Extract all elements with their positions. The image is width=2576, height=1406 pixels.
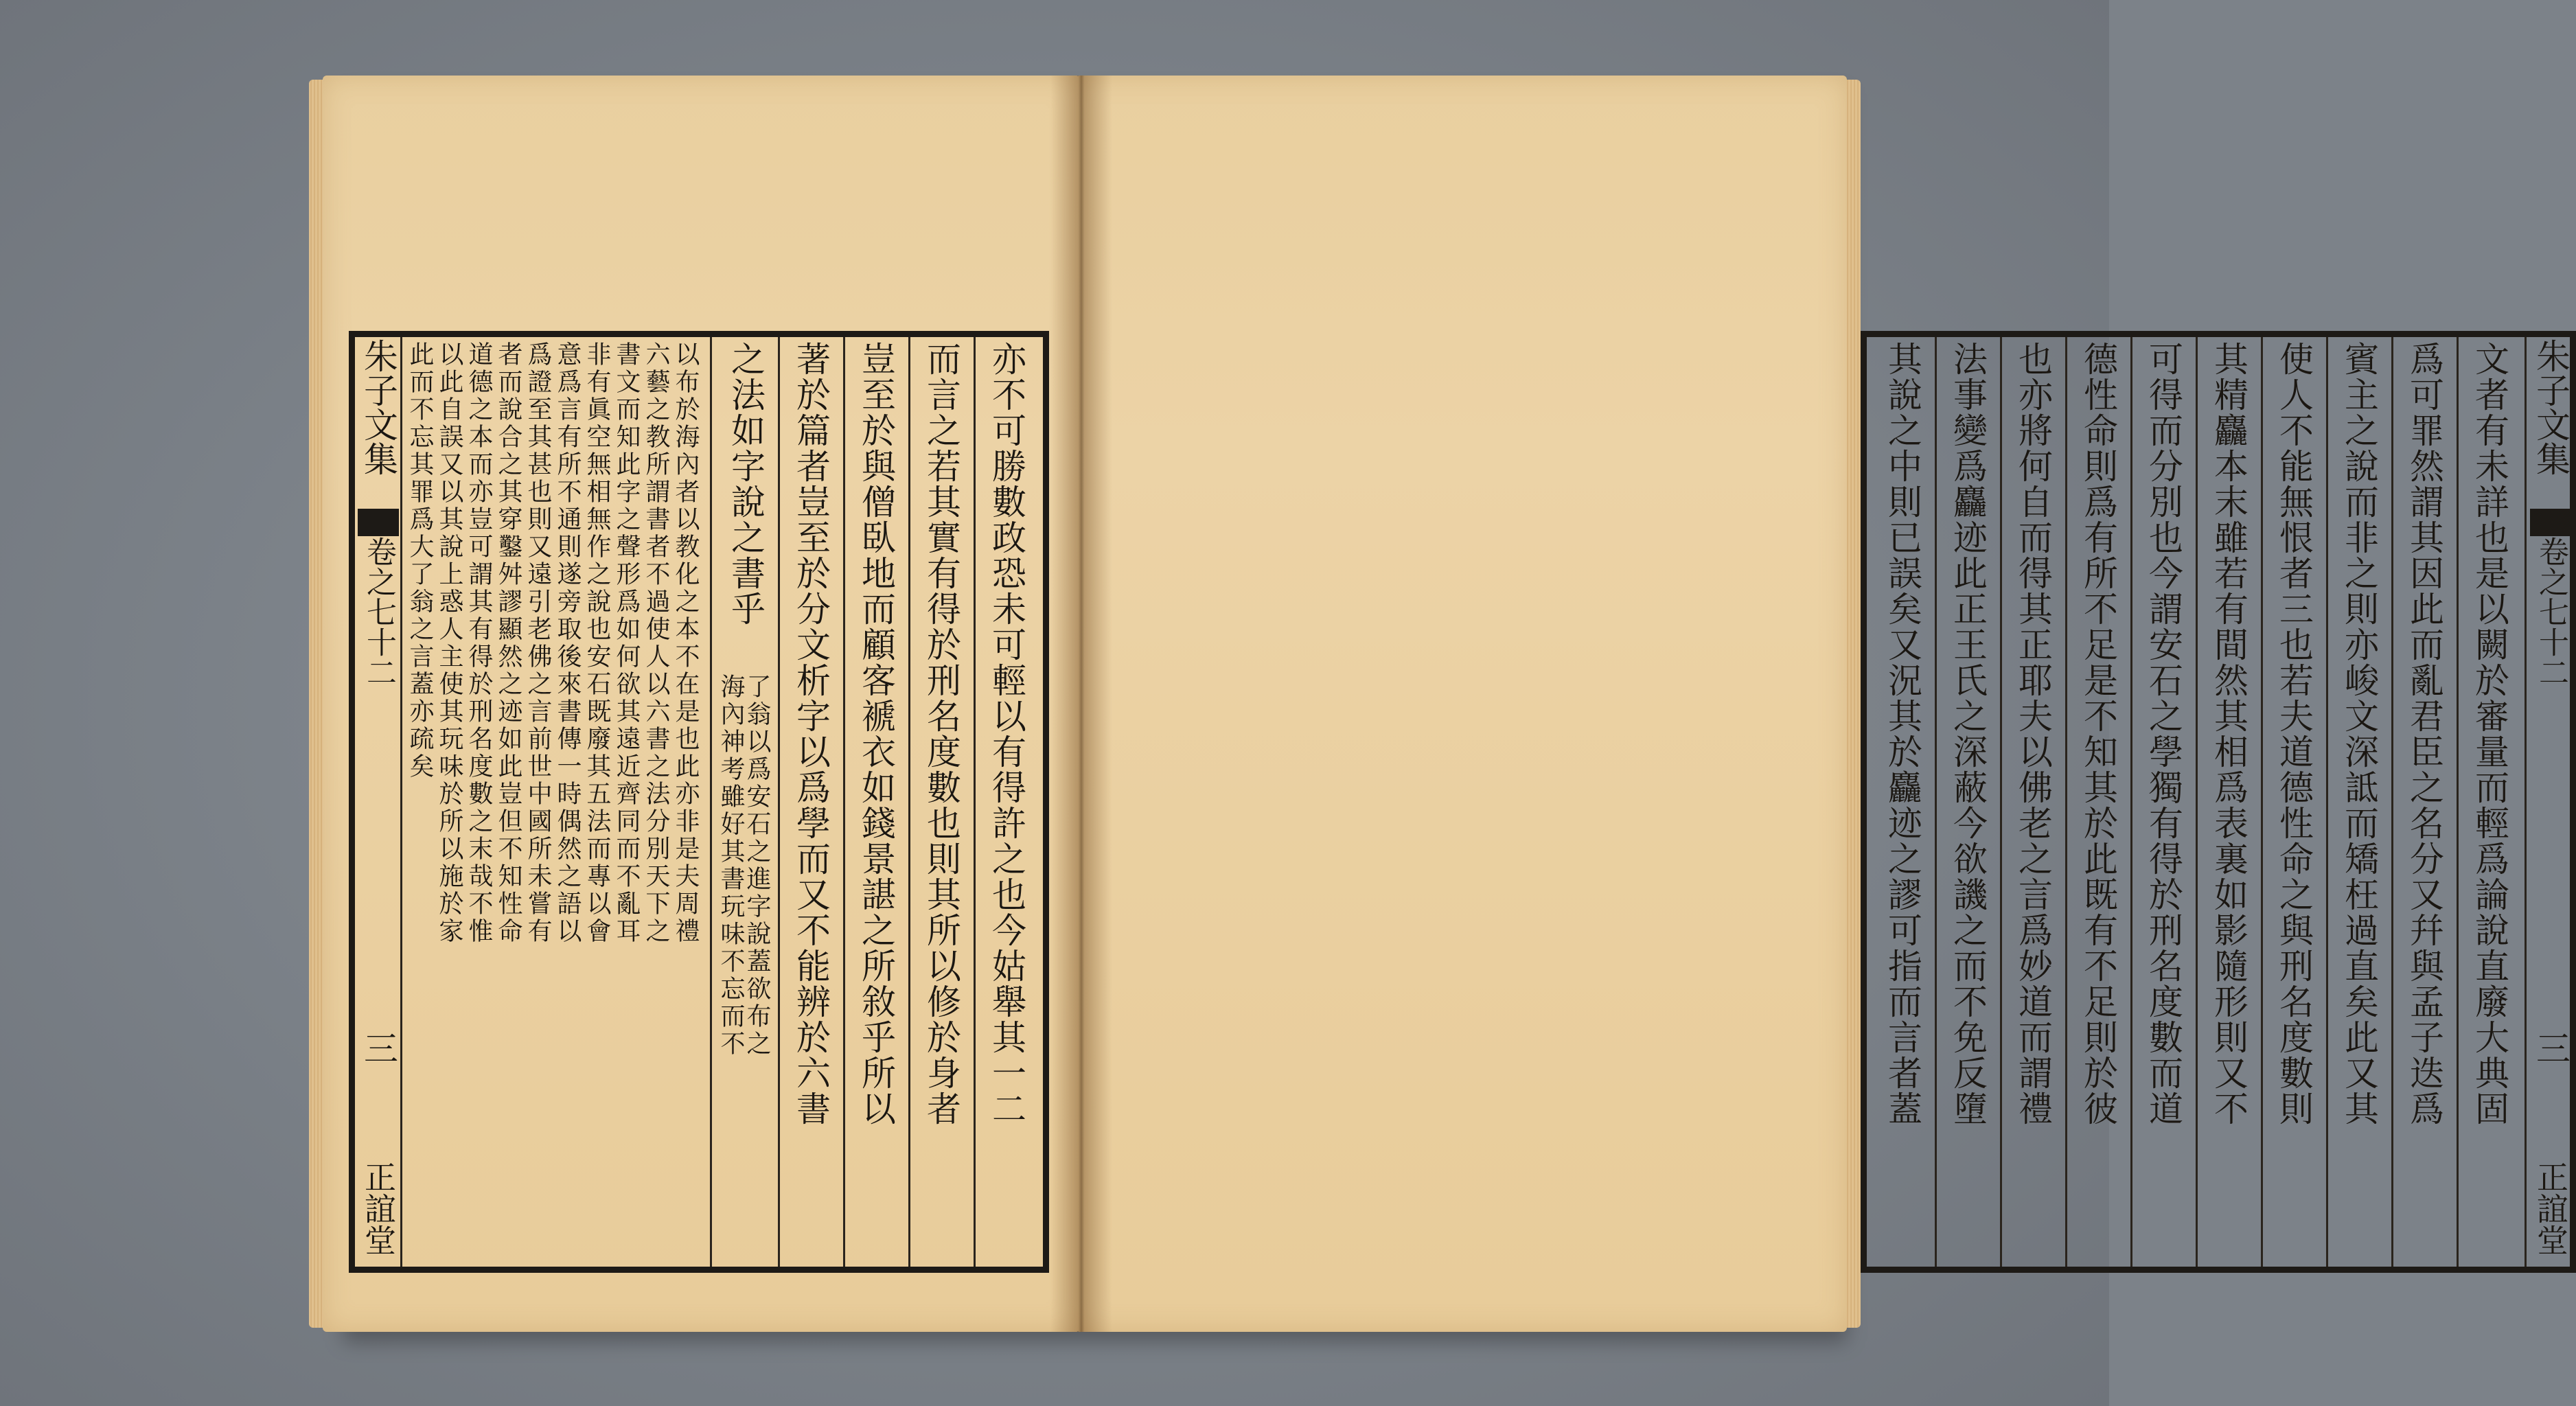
book-gutter [1050, 76, 1112, 1332]
left-annotation-column: 了翁以爲安石之進字說蓋欲布之 [743, 673, 771, 1058]
left-annotation-column: 此而不忘其罪爲大了翁之言蓋亦疏矣 [406, 341, 434, 781]
left-annotation-column: 意爲言有所不通則遂旁取後來書傳一時偶然之語以 [553, 341, 582, 945]
right-spine-rule [2525, 337, 2527, 1267]
right-column-rule [2196, 337, 2198, 1267]
right-column-rule [2130, 337, 2132, 1267]
left-annotation-column: 非有眞空無相無作之說也安石既廢其五法而專以會 [583, 341, 611, 945]
left-column-rule [974, 337, 976, 1267]
right-center-title: 朱子文集 [2531, 338, 2571, 476]
left-center-folio: 三 [358, 1030, 398, 1065]
left-annotation-column: 爲證至其甚也則又遠引老佛之言前世中國所未嘗有 [524, 341, 552, 945]
right-column-rule [2261, 337, 2263, 1267]
right-center-volume: 卷之七十二 [2533, 536, 2568, 687]
right-column-rule [2457, 337, 2459, 1267]
right-print-frame [1861, 331, 2576, 1273]
left-column-rule [843, 337, 845, 1267]
right-fish-tail-mark [2530, 509, 2571, 536]
right-text-column: 可得而分別也今謂安石之學獨有得於刑名度數而道 [2143, 341, 2183, 1127]
right-text-column: 使人不能無恨者三也若夫道德性命之與刑名度數則 [2274, 341, 2314, 1127]
right-text-column: 也亦將何自而得其正耶夫以佛老之言爲妙道而謂禮 [2013, 341, 2053, 1127]
right-column-rule [2065, 337, 2067, 1267]
left-page [323, 76, 1078, 1332]
right-page-edges [1845, 80, 1861, 1328]
left-spine-rule [400, 337, 402, 1267]
right-column-rule [2000, 337, 2002, 1267]
left-page-edges [309, 80, 324, 1328]
right-column-rule [2391, 337, 2393, 1267]
left-column-rule [710, 337, 712, 1267]
left-center-volume: 卷之七十二 [361, 536, 396, 687]
left-center-publisher: 正誼堂 [360, 1161, 397, 1256]
right-text-column: 德性命則爲有所不足是不知其於此既有不足則於彼 [2078, 341, 2118, 1127]
right-center-publisher: 正誼堂 [2532, 1161, 2569, 1256]
left-annotation-column: 六藝之教所謂書者不過使人以六書之法分別天下之 [642, 341, 670, 945]
right-text-column: 賓主之說而非之則亦峻文深詆而矯枉過直矣此又其 [2339, 341, 2379, 1127]
right-column-rule [2326, 337, 2328, 1267]
left-annotation-column: 以布於海內者以教化之本不在是也此亦非是夫周禮 [671, 341, 700, 945]
left-text-column: 豈至於與僧臥地而顧客褫衣如錢景諶之所敘乎所以 [856, 341, 896, 1127]
left-text-column: 而言之若其實有得於刑名度數也則其所以修於身者 [921, 341, 961, 1127]
left-fish-tail-mark [358, 509, 399, 536]
left-print-frame [349, 331, 1049, 1273]
left-column-rule [778, 337, 780, 1267]
left-text-column-partial: 之法如字說之書乎 [726, 341, 766, 627]
right-text-column: 其精麤本末雖若有間然其相爲表裏如影隨形則又不 [2209, 341, 2249, 1127]
right-text-column: 其說之中則已誤矣又況其於麤迹之謬可指而言者蓋 [1883, 341, 1922, 1127]
right-column-rule [1935, 337, 1937, 1267]
right-text-column: 文者有未詳也是以闕於審量而輕爲論說直廢大典固 [2470, 341, 2509, 1127]
right-text-column: 法事變爲麤迹此正王氏之深蔽今欲譏之而不免反墮 [1948, 341, 1988, 1127]
left-text-column: 著於篇者豈至於分文析字以爲學而又不能辨於六書 [791, 341, 831, 1127]
right-page [1078, 76, 2571, 1332]
left-text-column: 亦不可勝數政恐未可輕以有得許之也今姑舉其一二 [987, 341, 1026, 1127]
left-center-title: 朱子文集 [358, 338, 398, 476]
right-text-column: 爲可罪然謂其因此而亂君臣之名分又幷與孟子迭爲 [2404, 341, 2444, 1127]
left-column-rule [908, 337, 910, 1267]
left-annotation-column: 書文而知此字之聲形爲如何欲其遠近齊同而不亂耳 [612, 341, 641, 945]
right-center-folio: 三 [2531, 1030, 2571, 1065]
left-annotation-column: 以此自誤又以其說上惑人主使其玩味於所以施於家 [435, 341, 463, 945]
left-annotation-column: 者而說合之其穿鑿舛謬顯然之迹如此豈但不知性命 [494, 341, 522, 945]
left-annotation-column: 道德之本而亦豈可謂其有得於刑名度數之末哉不惟 [465, 341, 493, 945]
open-book [323, 76, 2571, 1332]
left-annotation-column: 海內神考雖好其書玩味不忘而不 [717, 673, 745, 1058]
